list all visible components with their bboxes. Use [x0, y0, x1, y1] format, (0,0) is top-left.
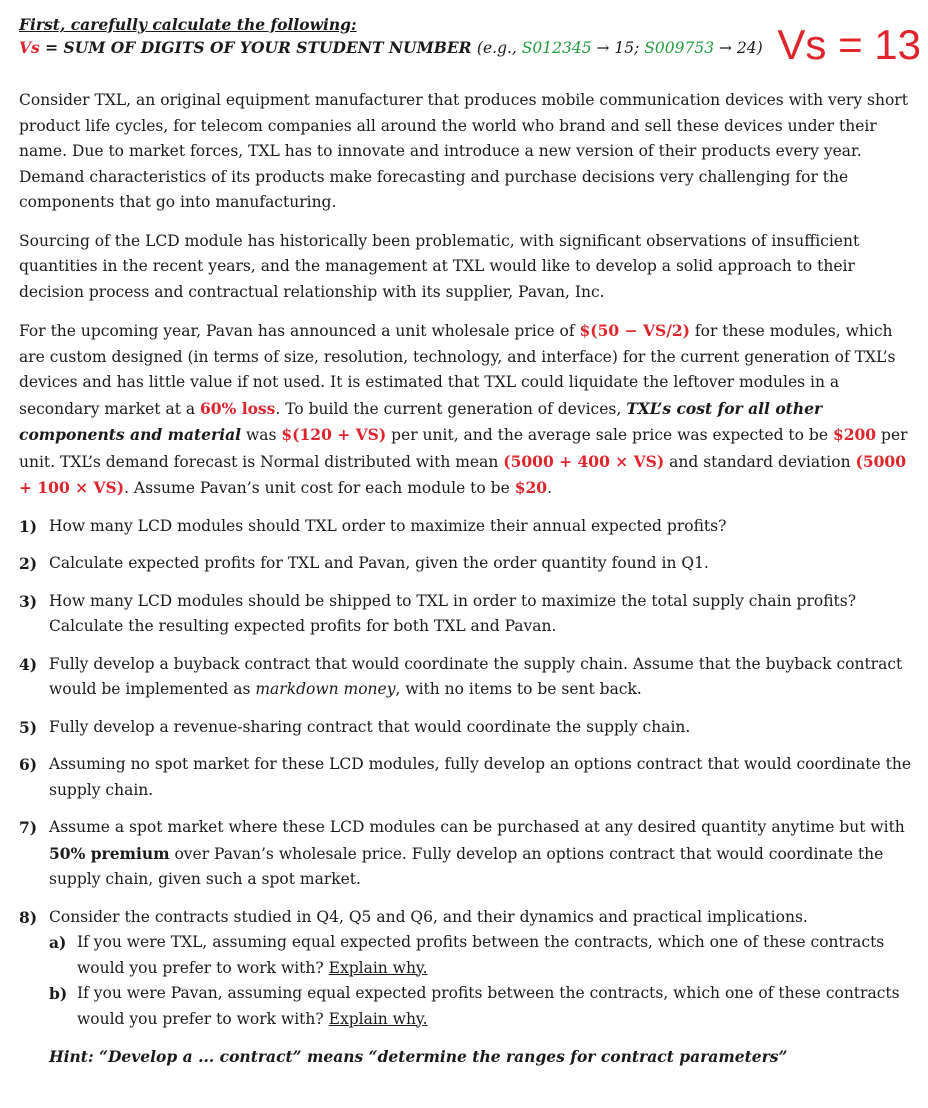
question-1: 1) How many LCD modules should TXL order to maximize their annual expected profits? — [19, 516, 727, 536]
demand-mean-formula: (5000 + 400 × VS) — [503, 451, 665, 471]
question-3: 3) How many LCD modules should be shipped to TXL in order to maximize the total supply chain profits? Calculate the resulting expected profits for both TXL and Pavan. — [19, 591, 857, 635]
paragraph-sourcing: Sourcing of the LCD module has historically been problematic, with significant observations of insufficient quantities in the recent years, and the management at TXL would like to develop a solid approach to their decision process and contractual relationship with its supplier, Pavan, Inc. — [19, 231, 860, 301]
other-cost-label: TXL’s cost for all other components and material — [19, 398, 823, 444]
liquidation-loss: 60% loss — [200, 398, 276, 418]
question-8b: b) If you were Pavan, assuming equal expected profits between the contracts, which one of these contracts would you prefer to work with? Explain why. — [49, 984, 900, 1028]
vs-definition: = SUM OF DIGITS OF YOUR STUDENT NUMBER — [39, 38, 477, 57]
wholesale-price-formula: $(50 − VS/2) — [579, 321, 690, 340]
question-2: 2) Calculate expected profits for TXL and Pavan, given the order quantity found in Q1. — [19, 554, 709, 573]
question-8a: a) If you were TXL, assuming equal expected profits between the contracts, which one of these contracts would you prefer to work with? Explain why. — [49, 933, 885, 977]
paragraph-parameters: For the upcoming year, Pavan has announced a unit wholesale price of $(50 − VS/2) for these modules, which are custom designed (in terms of size, resolution, technology, and interface) for the current generation of TXL’s devices and has little value if not used. It is estimated that TXL could liquidate the leftover modules in a secondary market at a 60% loss. To build the current generation of devices, TXL’s cost for all other components and material was $(120 + VS) per unit, and the average sale price was expected to be $200 per unit. TXL’s demand forecast is Normal distributed with mean (5000 + 400 × VS) and standard deviation (5000 + 100 × VS). Assume Pavan’s unit cost for each module to be $20. — [19, 321, 908, 497]
question-7: 7) Assume a spot market where these LCD modules can be purchased at any desired quantity anytime but with 50% premium over Pavan’s wholesale price. Fully develop an options contract that would coordinate the supply chain, given such a spot market. — [19, 818, 905, 888]
explain-why-link: Explain why. — [328, 958, 428, 977]
vs-value-annotation: Vs = 13 — [777, 21, 921, 68]
question-6: 6) Assuming no spot market for these LCD modules, fully develop an options contract that would coordinate the supply chain. — [19, 755, 912, 799]
example-student-2: S009753 — [644, 39, 715, 57]
header — [19, 14, 919, 78]
hint: Hint: “Develop a ... contract” means “determine the ranges for contract parameters” — [49, 1047, 788, 1066]
explain-why-link: Explain why. — [328, 1009, 428, 1028]
vs-symbol: Vs — [19, 38, 40, 57]
question-8: 8) Consider the contracts studied in Q4, Q5 and Q6, and their dynamics and practical implications. — [19, 907, 808, 927]
demand-sd-formula: (5000 + 100 × VS) — [19, 451, 906, 497]
pavan-unit-cost: $20 — [514, 478, 548, 497]
question-5: 5) Fully develop a revenue-sharing contract that would coordinate the supply chain. — [19, 717, 691, 737]
example: (e.g., S012345 → 15; S009753 → 24) — [476, 39, 763, 57]
markdown-money: markdown money — [255, 680, 396, 698]
spot-premium: 50% premium — [49, 843, 170, 863]
example-student-1: S012345 — [521, 39, 592, 57]
question-4: 4) Fully develop a buyback contract that would coordinate the supply chain. Assume that the buyback contract would be implemented as markdown money, with no items to be sent back. — [19, 654, 903, 698]
instruction-title: First, carefully calculate the following: — [19, 15, 357, 34]
sale-price: $200 — [832, 425, 877, 444]
paragraph-intro: Consider TXL, an original equipment manufacturer that produces mobile communication devices with very short product life cycles, for telecom companies all around the world who brand and sell these devices under their name. Due to market forces, TXL has to innovate and introduce a new version of their products every year. Demand characteristics of its products make forecasting and purchase decisions very challenging for the components that go into manufacturing. — [19, 91, 908, 211]
document — [19, 14, 919, 1070]
other-cost-formula: $(120 + VS) — [281, 425, 387, 444]
